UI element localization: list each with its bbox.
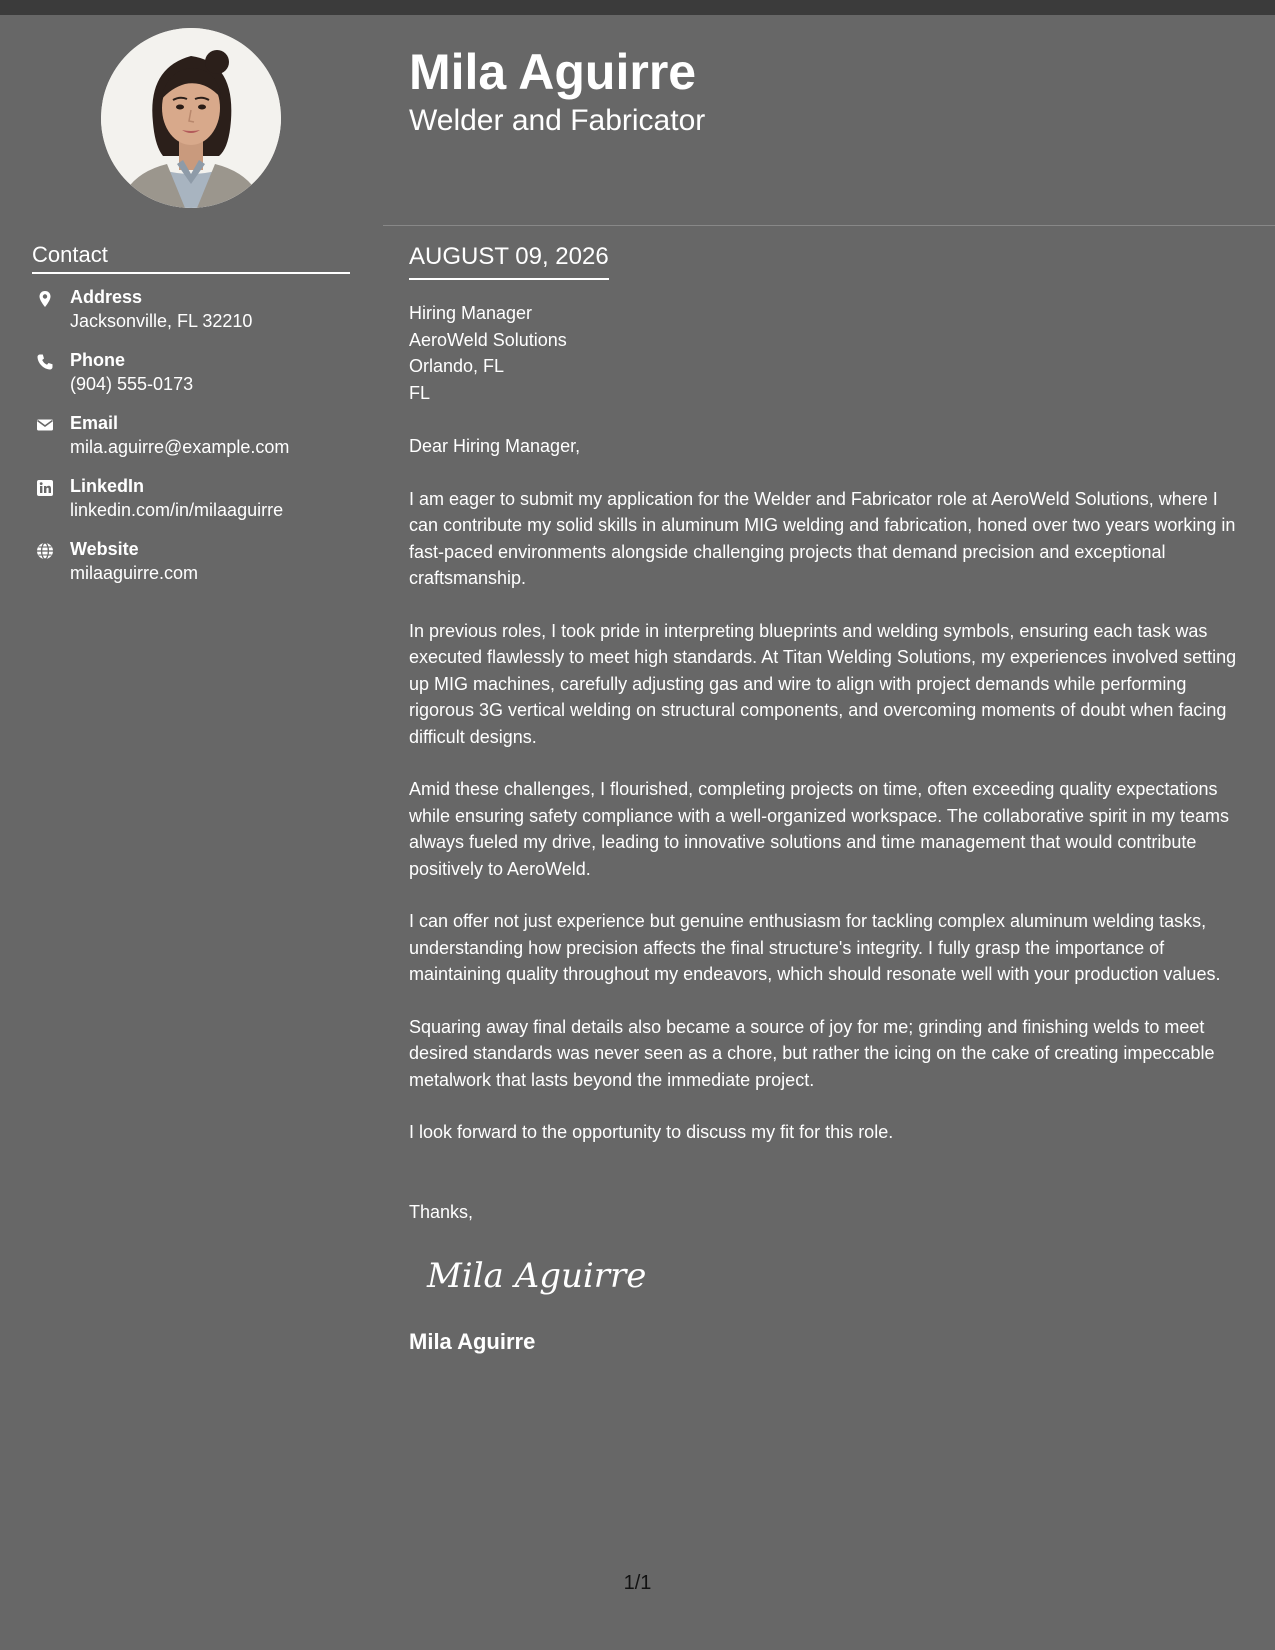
letter-paragraph: Squaring away final details also became a source of joy for me; grinding and finishing welds to meet desired standards was never seen as a chore, but rather the icing on the cake of creating impeccable metalwork that lasts beyond the immediate project. bbox=[409, 1016, 1215, 1090]
contact-item-phone bbox=[32, 348, 372, 411]
job-title: Welder and Fabricator bbox=[409, 104, 706, 137]
recipient-block bbox=[409, 300, 1251, 406]
globe-icon bbox=[36, 542, 54, 560]
letter-date: AUGUST 09, 2026 bbox=[409, 240, 609, 280]
closing: Thanks, bbox=[409, 1201, 474, 1222]
recipient-line: FL bbox=[409, 382, 431, 403]
contact-label: Address bbox=[70, 287, 143, 307]
letter-body bbox=[409, 240, 1251, 1356]
contact-item-website bbox=[32, 537, 372, 600]
contact-heading: Contact bbox=[32, 241, 350, 274]
contact-list bbox=[32, 285, 372, 600]
address-value: Jacksonville, FL 32210 bbox=[70, 311, 253, 331]
contact-label: Website bbox=[70, 539, 139, 559]
contact-item-linkedin bbox=[32, 474, 372, 537]
applicant-name: Mila Aguirre bbox=[409, 44, 697, 100]
page-number: 1/1 bbox=[623, 1572, 652, 1594]
contact-label: Phone bbox=[70, 350, 126, 370]
profile-photo bbox=[101, 28, 281, 208]
avatar bbox=[101, 28, 281, 208]
header-divider bbox=[383, 225, 1275, 226]
recipient-line: AeroWeld Solutions bbox=[409, 329, 567, 350]
signature-text: Mila Aguirre bbox=[427, 1256, 647, 1296]
recipient-line: Orlando, FL bbox=[409, 356, 505, 376]
location-pin-icon bbox=[36, 290, 54, 308]
envelope-icon bbox=[36, 416, 54, 434]
contact-label: LinkedIn bbox=[70, 476, 145, 496]
phone-icon bbox=[36, 353, 54, 371]
phone-value[interactable]: (904) 555-0173 bbox=[70, 374, 194, 394]
recipient-line: Hiring Manager bbox=[409, 303, 533, 323]
signed-name: Mila Aguirre bbox=[409, 1329, 536, 1354]
contact-item-email bbox=[32, 411, 372, 474]
email-value[interactable]: mila.aguirre@example.com bbox=[70, 437, 290, 457]
linkedin-icon bbox=[36, 479, 54, 497]
letter-paragraph: I can offer not just experience but genuine enthusiasm for tackling complex aluminum welding tasks, understanding how precision affects the final structure's integrity. I fully grasp the importance of maintaining quality throughout my endeavors, which should resonate well with your production values. bbox=[409, 911, 1221, 984]
salutation: Dear Hiring Manager, bbox=[409, 436, 581, 456]
top-bar bbox=[0, 0, 1275, 15]
contact-item-address bbox=[32, 285, 372, 348]
letter-paragraph: I look forward to the opportunity to discuss my fit for this role. bbox=[409, 1122, 894, 1142]
letter-paragraph: Amid these challenges, I flourished, completing projects on time, often exceeding quality expectations while ensuring safety compliance with a well-organized workspace. The collaborative spirit in my teams always fueled my drive, leading to innovative solutions and time management that would contribute positively to AeroWeld. bbox=[409, 779, 1230, 879]
letter-paragraph: In previous roles, I took pride in interpreting blueprints and welding symbols, ensuring each task was executed flawlessly to meet high standards. At Titan Welding Solutions, my experiences involved setting up MIG machines, carefully adjusting gas and wire to align with project demands while performing rigorous 3G vertical welding on structural components, and overcoming moments of doubt when facing difficult designs. bbox=[409, 620, 1237, 747]
linkedin-value[interactable]: linkedin.com/in/milaaguirre bbox=[70, 500, 284, 520]
contact-label: Email bbox=[70, 413, 119, 433]
signature bbox=[423, 1245, 663, 1305]
website-value[interactable]: milaaguirre.com bbox=[70, 563, 199, 583]
sidebar bbox=[0, 15, 383, 1650]
letter-paragraph: I am eager to submit my application for the Welder and Fabricator role at AeroWeld Solutions, where I can contribute my solid skills in aluminum MIG welding and fabrication, honed over two years working in fast-paced environments alongside challenging projects that demand precision and exceptional craftsmanship. bbox=[409, 488, 1236, 588]
